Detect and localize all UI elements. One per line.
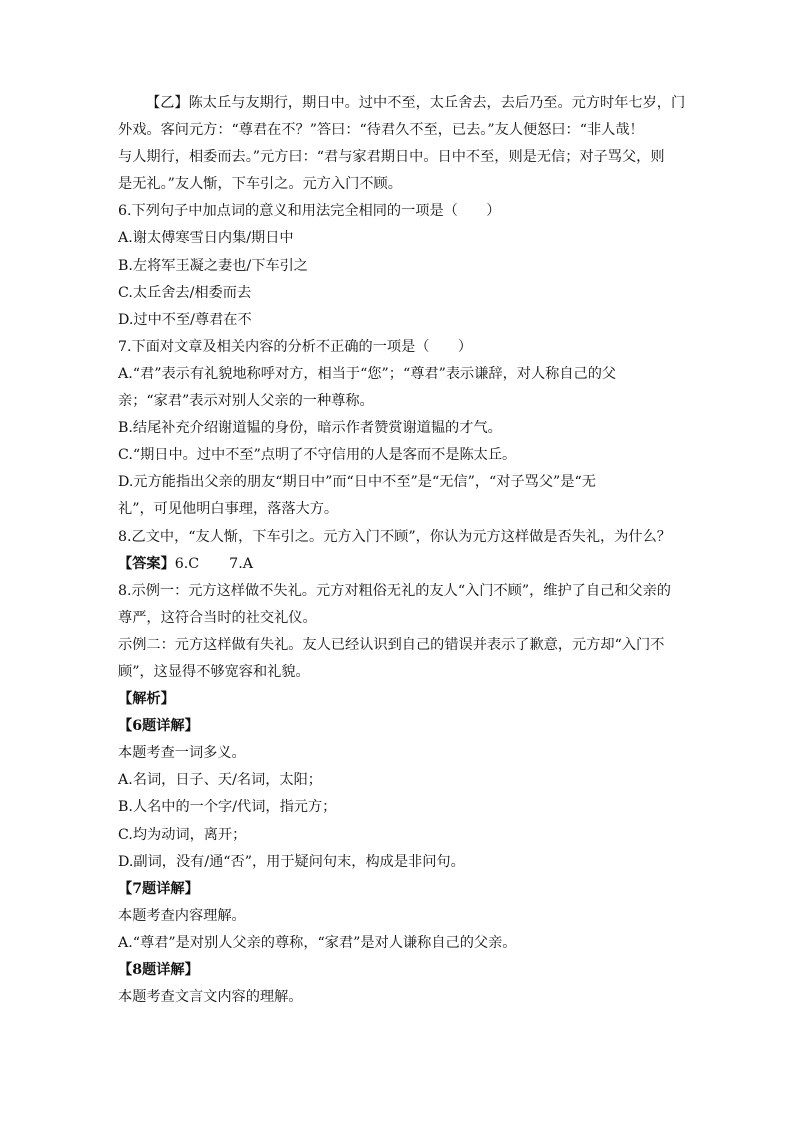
answer-8-line: 示例二：元方这样做有失礼。友人已经认识到自己的错误并表示了歉意，元方却“入门不 [118,636,665,653]
analysis-8-intro: 本题考查文言文内容的理解。 [118,989,303,1006]
analysis-7-intro: 本题考查内容理解。 [118,907,246,924]
analysis-6-intro: 本题考查一词多义。 [118,745,246,762]
question-7-option-line: B.结尾补充介绍谢道韫的身份，暗示作者赞赏谢道韫的才气。 [118,420,502,437]
question-7-option-line: D.元方能指出父亲的朋友“期日中”而“日中不至”是“无信”，“对子骂父”是“无 [118,474,596,491]
analysis-7-line: A.“尊君”是对别人父亲的尊称，“家君”是对人谦称自己的父亲。 [118,934,517,951]
answer-6: 6.C [174,555,200,572]
passage-line: 【乙】陈太丘与友期行，期日中。过中不至，太丘舍去，去后乃至。元方时年七岁，门 [146,95,686,111]
question-6-option: B.左将军王凝之妻也/下车引之 [118,257,308,274]
question-6-stem: 6.下列句子中加点词的意义和用法完全相同的一项是（ ） [118,203,501,220]
answer-8-line: 8.示例一：元方这样做不失礼。元方对粗俗无礼的友人“入门不顾”，维护了自己和父亲的 [118,582,671,599]
passage-line: 与人期行，相委而去。”元方曰：“君与家君期日中。日中不至，则是无信；对子骂父，则 [118,149,665,166]
question-7-stem: 7.下面对文章及相关内容的分析不正确的一项是（ ） [118,338,473,355]
question-7-option-line: A.“君”表示有礼貌地称呼对方，相当于“您”；“尊君”表示谦辞，对人称自己的父 [118,365,617,382]
analysis-6-label: 【6题详解】 [118,718,199,735]
analysis-6-line: D.副词，没有/通“否”，用于疑问句末，构成是非问句。 [118,853,465,870]
analysis-label: 【解析】 [118,691,175,708]
question-6-option: D.过中不至/尊君在不 [118,311,252,328]
passage-line: 是无礼。”友人惭，下车引之。元方入门不顾。 [118,176,402,193]
question-6-option: A.谢太傅寒雪日内集/期日中 [118,230,294,247]
answer-label: 【答案】 [118,555,175,572]
question-7-option-line: 礼”，可见他明白事理，落落大方。 [118,501,339,518]
analysis-7-label: 【7题详解】 [118,880,199,897]
answer-7: 7.A [229,555,253,572]
answer-8-line: 顾”，这显得不够宽容和礼貌。 [118,663,310,680]
answer-8-line: 尊严，这符合当时的社交礼仪。 [118,609,317,626]
question-8-stem: 8.乙文中，“友人惭，下车引之。元方入门不顾”，你认为元方这样做是否失礼，为什么？ [118,528,671,545]
passage-line: 外戏。客问元方：“尊君在不？”答曰：“待君久不至，已去。”友人便怒曰：“非人哉！ [118,122,644,139]
analysis-6-line: A.名词，日子、天/名词，太阳； [118,772,322,789]
question-6-option: C.太丘舍去/相委而去 [118,284,252,301]
analysis-6-line: C.均为动词，离开； [118,826,247,843]
analysis-6-line: B.人名中的一个字/代词，指元方； [118,799,337,816]
document-page [118,90,686,1011]
question-7-option-line: C.“期日中。过中不至”点明了不守信用的人是客而不是陈太丘。 [118,447,517,464]
analysis-8-label: 【8题详解】 [118,962,199,978]
question-7-option-line: 亲；“家君”表示对别人父亲的一种尊称。 [118,393,374,410]
answer-line [118,551,678,578]
